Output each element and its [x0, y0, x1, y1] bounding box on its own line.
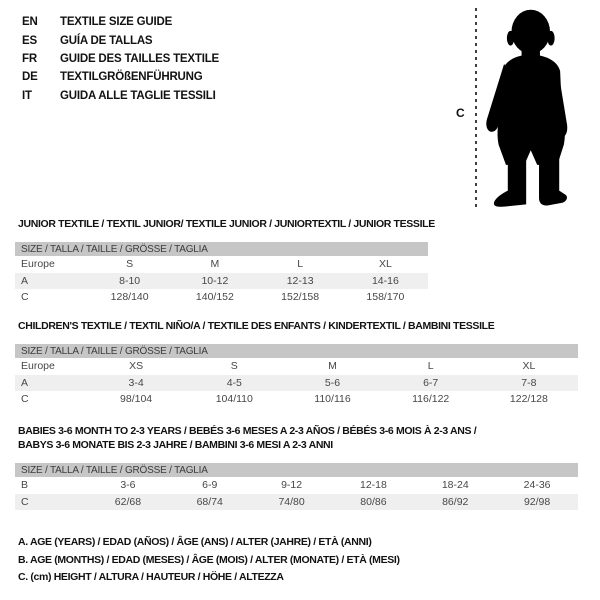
size-table	[15, 358, 578, 408]
height-marker-label: C	[456, 106, 465, 120]
note-age-months: B. AGE (MONTHS) / EDAD (MESES) / ÂGE (MOIS) / ALTER (MONATE) / ETÀ (MESI)	[18, 553, 400, 566]
measure-row-label: C	[21, 495, 29, 508]
size-column-header: L	[297, 258, 304, 271]
size-table-row	[15, 391, 578, 408]
size-table	[15, 256, 428, 306]
size-value: 98/104	[120, 393, 153, 406]
size-value: 12-13	[286, 274, 314, 287]
language-title: TEXTILGRÖßENFÜHRUNG	[60, 71, 203, 84]
size-value: 8-10	[119, 274, 141, 287]
baby-silhouette-icon	[482, 7, 574, 209]
size-table-row	[15, 494, 578, 511]
size-header-bar: SIZE / TALLA / TAILLE / GRÖSSE / TAGLIA	[15, 344, 578, 358]
size-value: 14-16	[371, 274, 399, 287]
height-dotted-line	[475, 8, 477, 208]
size-value: 110/116	[314, 393, 351, 406]
size-value: 12-18	[359, 479, 387, 492]
measure-row-label: C	[21, 291, 29, 304]
language-title-block	[22, 13, 219, 105]
size-table-row	[15, 289, 428, 306]
language-code: IT	[22, 89, 32, 102]
size-table-row	[15, 375, 578, 392]
size-value: 18-24	[441, 479, 469, 492]
size-value: 6-7	[423, 376, 439, 389]
size-value: 86/92	[442, 495, 469, 508]
size-value: 104/110	[215, 393, 253, 406]
note-age-years: A. AGE (YEARS) / EDAD (AÑOS) / ÂGE (ANS) / ALTER (JAHRE) / ETÀ (ANNI)	[18, 536, 372, 548]
childrens-textile-section	[15, 319, 578, 408]
size-table-row	[15, 273, 428, 290]
measure-row-label: A	[21, 376, 29, 389]
language-code: FR	[22, 52, 37, 65]
size-column-header: S	[230, 360, 238, 373]
language-code: DE	[22, 71, 38, 84]
size-table	[15, 477, 578, 510]
table-title-line: BABYS 3-6 MONATE BIS 2-3 JAHRE / BAMBINI 3-6 MESI A 2-3 ANNI	[18, 439, 333, 451]
size-column-header-row	[15, 358, 578, 375]
size-value: 122/128	[509, 393, 548, 406]
measure-row-label: B	[21, 479, 29, 492]
size-value: 62/68	[114, 495, 142, 508]
size-value: 24-36	[523, 479, 551, 492]
size-header-bar: SIZE / TALLA / TAILLE / GRÖSSE / TAGLIA	[15, 242, 428, 256]
junior-textile-section	[15, 217, 435, 306]
language-row-en	[22, 13, 219, 31]
size-column-header: S	[126, 258, 134, 271]
size-value: 7-8	[521, 376, 537, 389]
size-value: 80/86	[360, 495, 387, 508]
measurement-notes	[18, 534, 400, 587]
table-title	[18, 217, 435, 231]
size-value: 5-6	[324, 376, 341, 389]
table-title-line: BABIES 3-6 MONTH TO 2-3 YEARS / BEBÉS 3-6 MESES A 2-3 AÑOS / BÉBÉS 3-6 MOIS À 2-3 ANS /	[18, 425, 477, 437]
size-value: 3-6	[120, 479, 136, 492]
size-column-header: M	[210, 258, 220, 271]
babies-textile-section	[15, 424, 578, 510]
size-column-header: L	[427, 360, 434, 373]
size-value: 74/80	[278, 495, 305, 508]
size-column-header: XL	[522, 360, 536, 373]
size-column-header-row	[15, 256, 428, 273]
language-code: EN	[22, 16, 38, 29]
table-title	[18, 424, 578, 452]
language-row-de	[22, 68, 219, 86]
size-value: 116/122	[412, 393, 450, 406]
size-value: 3-4	[128, 376, 144, 389]
size-value: 9-12	[281, 479, 303, 492]
language-title: GUIDE DES TAILLES TEXTILE	[60, 52, 219, 65]
note-height-cm: C. (cm) HEIGHT / ALTURA / HAUTEUR / HÖHE / ALTEZZA	[18, 571, 284, 583]
size-value: 6-9	[202, 479, 218, 492]
size-table-row	[15, 477, 578, 494]
language-title: GUIDA ALLE TAGLIE TESSILI	[60, 89, 216, 102]
size-column-header: XL	[378, 258, 392, 271]
size-value: 128/140	[110, 291, 149, 304]
language-title: TEXTILE SIZE GUIDE	[60, 16, 173, 29]
language-row-es	[22, 31, 219, 49]
language-row-fr	[22, 50, 219, 68]
region-label: Europe	[21, 258, 55, 271]
table-title-line: CHILDREN'S TEXTILE / TEXTIL NIÑO/A / TEXTILE DES ENFANTS / KINDERTEXTIL / BAMBINI TESSILE	[18, 320, 495, 332]
table-title	[18, 319, 578, 333]
size-value: 68/74	[196, 495, 223, 508]
language-title: GUÍA DE TALLAS	[60, 34, 153, 47]
size-value: 158/170	[366, 291, 405, 304]
measure-row-label: C	[21, 393, 29, 406]
language-row-it	[22, 87, 219, 105]
size-header-bar: SIZE / TALLA / TAILLE / GRÖSSE / TAGLIA	[15, 463, 578, 477]
size-value: 4-5	[226, 376, 242, 389]
size-column-header: XS	[129, 360, 144, 373]
language-code: ES	[22, 34, 37, 47]
size-value: 152/158	[281, 291, 320, 304]
measure-row-label: A	[21, 274, 29, 287]
size-value: 92/98	[523, 495, 551, 508]
size-value: 10-12	[201, 274, 229, 287]
table-title-line: JUNIOR TEXTILE / TEXTIL JUNIOR/ TEXTILE JUNIOR / JUNIORTEXTIL / JUNIOR TESSILE	[18, 218, 435, 230]
region-label: Europe	[21, 360, 55, 373]
size-value: 140/152	[195, 291, 234, 304]
size-column-header: M	[328, 360, 337, 373]
